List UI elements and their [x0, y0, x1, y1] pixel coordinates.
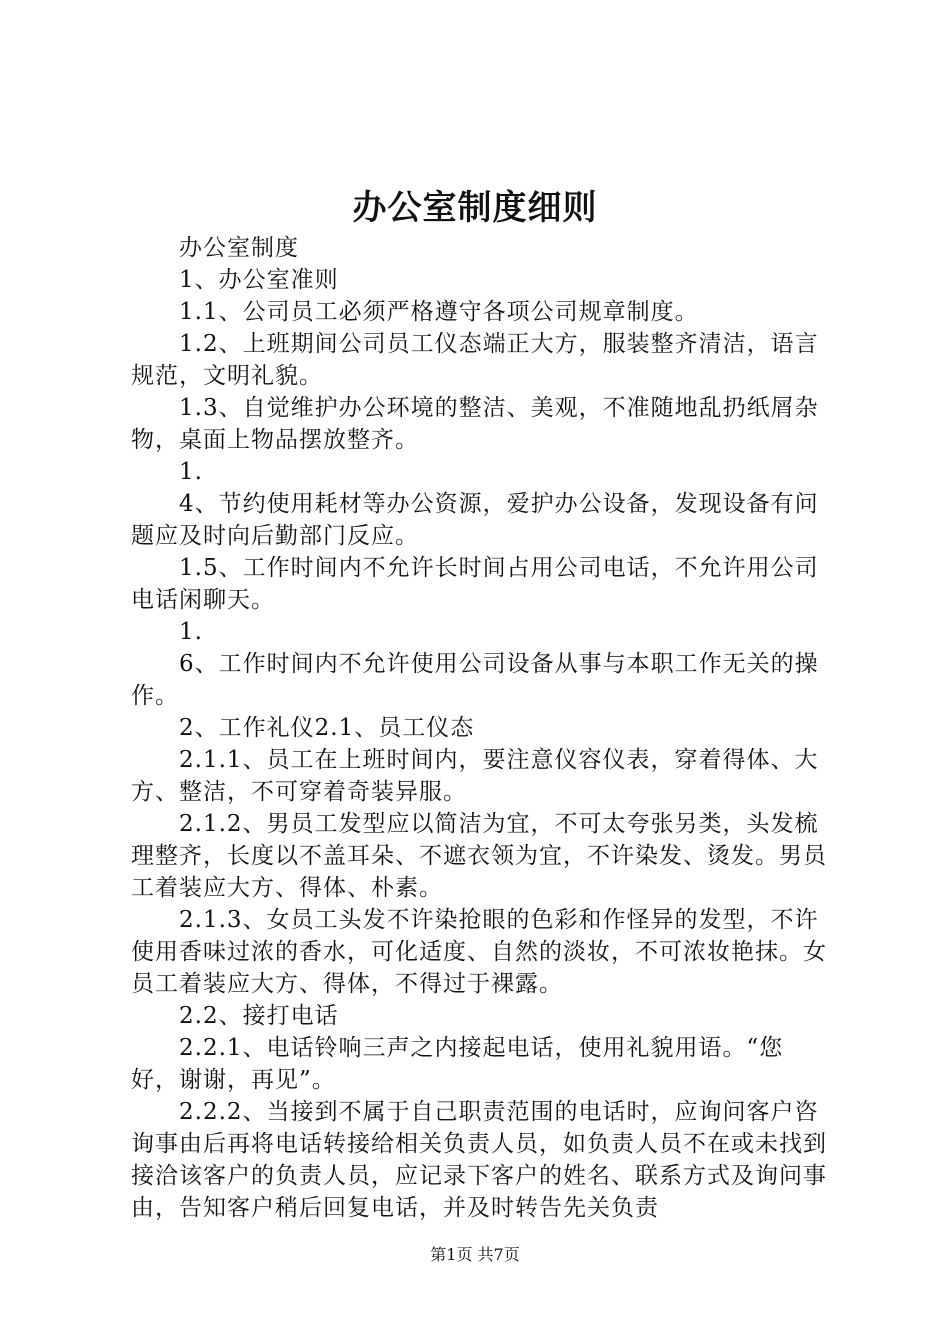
paragraph: 6、工作时间内不允许使用公司设备从事与本职工作无关的操作。 [131, 651, 819, 709]
paragraph: 4、节约使用耗材等办公资源，爱护办公设备，发现设备有问题应及时向后勤部门反应。 [131, 491, 819, 549]
paragraph: 办公室制度 [179, 235, 299, 261]
paragraph: 2.2.1、电话铃响三声之内接起电话，使用礼貌用语。“您好，谢谢，再见”。 [131, 1035, 784, 1093]
paragraph: 2.1.1、员工在上班时间内，要注意仪容仪表，穿着得体、大方、整洁，不可穿着奇装异服。 [131, 747, 819, 805]
paragraph: 1. [179, 619, 203, 645]
paragraph: 2.1.2、男员工发型应以简洁为宜，不可太夸张另类，头发梳理整齐，长度以不盖耳朵、不遮衣领为宜，不许染发、烫发。男员工着装应大方、得体、朴素。 [131, 811, 827, 901]
paragraph: 2、工作礼仪2.1、员工仪态 [179, 715, 475, 741]
paragraph: 2.1.3、女员工头发不许染抢眼的色彩和作怪异的发型，不许使用香味过浓的香水，可化适度、自然的淡妆，不可浓妆艳抹。女员工着装应大方、得体，不得过于裸露。 [131, 907, 827, 997]
document-title: 办公室制度细则 [352, 188, 598, 228]
paragraph: 2.2、接打电话 [179, 1003, 339, 1029]
paragraph: 1.3、自觉维护办公环境的整洁、美观，不准随地乱扔纸屑杂物，桌面上物品摆放整齐。 [131, 395, 819, 453]
paragraph: 1.5、工作时间内不允许长时间占用公司电话，不允许用公司电话闲聊天。 [131, 555, 819, 613]
document-body [131, 232, 831, 1224]
paragraph: 1. [179, 459, 203, 485]
paragraph: 1、办公室准则 [179, 267, 339, 293]
paragraph: 1.1、公司员工必须严格遵守各项公司规章制度。 [179, 299, 699, 325]
paragraph: 2.2.2、当接到不属于自己职责范围的电话时，应询问客户咨询事由后再将电话转接给相关负责人员，如负责人员不在或未找到接洽该客户的负责人员，应记录下客户的姓名、联系方式及询问事由，告知客户稍后回复电话，并及时转告先关负责 [131, 1099, 827, 1221]
paragraph: 1.2、上班期间公司员工仪态端正大方，服装整齐清洁，语言规范，文明礼貌。 [131, 331, 819, 389]
page-footer: 第1页 共7页 [430, 1245, 520, 1264]
